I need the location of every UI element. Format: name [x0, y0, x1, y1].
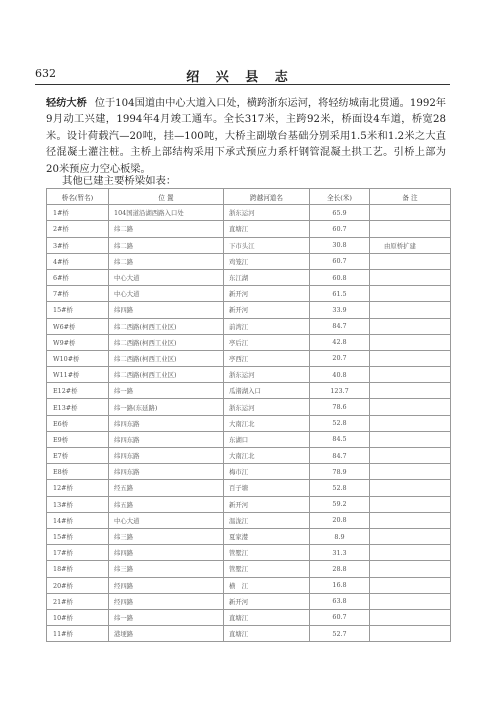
cell-bridge-name: 15#桥 [47, 302, 109, 318]
cell-note [370, 286, 451, 302]
cell-river: 大南江北 [224, 415, 310, 431]
cell-length: 63.8 [310, 593, 370, 609]
cell-length: 8.9 [310, 528, 370, 544]
table-row [47, 383, 451, 399]
cell-length: 30.8 [310, 237, 370, 253]
cell-location: 纬二西路(柯西工业区) [109, 334, 224, 350]
cell-location: 104国道沿湖西路入口处 [109, 205, 224, 221]
running-title: 绍 兴 县 志 [186, 70, 294, 85]
cell-bridge-name: E13#桥 [47, 399, 109, 415]
table-body [47, 205, 451, 642]
cell-river: 直塘江 [224, 221, 310, 237]
cell-note [370, 383, 451, 399]
cell-location: 纬二西路(柯西工业区) [109, 367, 224, 383]
table-row [47, 415, 451, 431]
cell-bridge-name: 12#桥 [47, 480, 109, 496]
cell-bridge-name: W6#桥 [47, 318, 109, 334]
header-note: 备 注 [370, 189, 451, 205]
cell-river: 百子塘 [224, 480, 310, 496]
cell-river: 新开河 [224, 593, 310, 609]
cell-bridge-name: 15#桥 [47, 528, 109, 544]
table-row [47, 318, 451, 334]
table-row [47, 205, 451, 221]
cell-river: 管墅江 [224, 545, 310, 561]
cell-note [370, 367, 451, 383]
cell-river: 瓜渚湖入口 [224, 383, 310, 399]
cell-note [370, 512, 451, 528]
cell-note [370, 221, 451, 237]
cell-note [370, 415, 451, 431]
cell-bridge-name: 13#桥 [47, 496, 109, 512]
cell-river: 新开河 [224, 286, 310, 302]
cell-length: 33.9 [310, 302, 370, 318]
page-number: 632 [35, 67, 56, 80]
cell-river: 下市头江 [224, 237, 310, 253]
body-paragraph [46, 95, 446, 178]
cell-location: 经四路 [109, 593, 224, 609]
cell-length: 61.5 [310, 286, 370, 302]
table-row [47, 528, 451, 544]
paragraph-lead: 轻纺大桥 [46, 97, 87, 109]
cell-bridge-name: 7#桥 [47, 286, 109, 302]
cell-location: 纬四东路 [109, 415, 224, 431]
cell-location: 纬四东路 [109, 464, 224, 480]
cell-river: 浙东运河 [224, 399, 310, 415]
cell-location: 纬五路 [109, 496, 224, 512]
table-row [47, 593, 451, 609]
cell-note: 由原桥扩建 [370, 237, 451, 253]
cell-note [370, 302, 451, 318]
cell-length: 65.9 [310, 205, 370, 221]
cell-bridge-name: E7桥 [47, 448, 109, 464]
table-row [47, 237, 451, 253]
cell-bridge-name: 3#桥 [47, 237, 109, 253]
table-row [47, 561, 451, 577]
header-bridge-name: 桥名(暂名) [47, 189, 109, 205]
cell-river: 亭西江 [224, 350, 310, 366]
cell-note [370, 561, 451, 577]
cell-river: 新开河 [224, 496, 310, 512]
header-location: 位 置 [109, 189, 224, 205]
bridge-table [46, 188, 451, 642]
cell-length: 123.7 [310, 383, 370, 399]
cell-river: 亭后江 [224, 334, 310, 350]
cell-note [370, 318, 451, 334]
header-river: 跨越河道名 [224, 189, 310, 205]
cell-note [370, 350, 451, 366]
cell-length: 28.8 [310, 561, 370, 577]
cell-length: 60.7 [310, 253, 370, 269]
cell-river: 温泷江 [224, 512, 310, 528]
table-header-row [47, 189, 451, 205]
table-row [47, 577, 451, 593]
cell-length: 31.3 [310, 545, 370, 561]
cell-river: 新开河 [224, 302, 310, 318]
cell-location: 经五路 [109, 480, 224, 496]
cell-river: 浙东运河 [224, 205, 310, 221]
cell-note [370, 577, 451, 593]
cell-note [370, 593, 451, 609]
table-row [47, 269, 451, 285]
cell-bridge-name: E9桥 [47, 431, 109, 447]
cell-location: 纬三路 [109, 528, 224, 544]
cell-bridge-name: 14#桥 [47, 512, 109, 528]
cell-location: 纬一路 [109, 609, 224, 625]
cell-location: 纬四东路 [109, 431, 224, 447]
cell-location: 纬四路 [109, 302, 224, 318]
cell-note [370, 431, 451, 447]
cell-bridge-name: W11#桥 [47, 367, 109, 383]
cell-bridge-name: 6#桥 [47, 269, 109, 285]
table-row [47, 480, 451, 496]
cell-location: 纬一路 [109, 383, 224, 399]
table-row [47, 334, 451, 350]
cell-length: 20.8 [310, 512, 370, 528]
cell-length: 59.2 [310, 496, 370, 512]
cell-river: 直塘江 [224, 609, 310, 625]
table-row [47, 221, 451, 237]
cell-river: 大南江北 [224, 448, 310, 464]
cell-note [370, 253, 451, 269]
cell-note [370, 528, 451, 544]
table-row [47, 367, 451, 383]
cell-river: 东江湖 [224, 269, 310, 285]
cell-length: 78.9 [310, 464, 370, 480]
cell-length: 20.7 [310, 350, 370, 366]
header-length: 全长(米) [310, 189, 370, 205]
cell-location: 纬一路(东延路) [109, 399, 224, 415]
cell-location: 纬二路 [109, 237, 224, 253]
cell-note [370, 448, 451, 464]
table-row [47, 464, 451, 480]
paragraph-text: 位于104国道由中心大道入口处，横跨浙东运河，将轻纺城南北贯通。1992年9月动工兴建，1994年4月竣工通车。全长317米，主跨92米，桥面设4车道，桥宽28米。设计荷载汽—20吨，挂—100吨，大桥主副墩台基础分别采用1.5米和1.2米之大直径混凝土灌注桩。主桥上部结构采用下承式预应力系杆钢管混凝土拱工艺。引桥上部为20米预应力空心板梁。 [46, 98, 446, 175]
cell-length: 52.8 [310, 480, 370, 496]
cell-bridge-name: 17#桥 [47, 545, 109, 561]
cell-location: 纬二路 [109, 221, 224, 237]
cell-bridge-name: E8桥 [47, 464, 109, 480]
cell-bridge-name: 21#桥 [47, 593, 109, 609]
cell-location: 纬二路 [109, 253, 224, 269]
cell-note [370, 269, 451, 285]
cell-river: 前湾江 [224, 318, 310, 334]
cell-length: 60.8 [310, 269, 370, 285]
cell-bridge-name: 11#桥 [47, 626, 109, 642]
cell-note [370, 334, 451, 350]
cell-river: 横 江 [224, 577, 310, 593]
cell-location: 中心大道 [109, 512, 224, 528]
table-row [47, 626, 451, 642]
cell-bridge-name: W9#桥 [47, 334, 109, 350]
table-row [47, 431, 451, 447]
cell-location: 港埂路 [109, 626, 224, 642]
header-rule [35, 84, 450, 85]
cell-note [370, 609, 451, 625]
cell-note [370, 480, 451, 496]
table-row [47, 545, 451, 561]
cell-note [370, 399, 451, 415]
cell-length: 16.8 [310, 577, 370, 593]
cell-river: 夏家漤 [224, 528, 310, 544]
table-row [47, 286, 451, 302]
cell-location: 纬三路 [109, 561, 224, 577]
cell-note [370, 464, 451, 480]
cell-bridge-name: W10#桥 [47, 350, 109, 366]
cell-length: 60.7 [310, 609, 370, 625]
cell-length: 84.7 [310, 448, 370, 464]
cell-location: 纬二西路(柯西工业区) [109, 318, 224, 334]
cell-note [370, 545, 451, 561]
cell-length: 52.7 [310, 626, 370, 642]
cell-river: 直塘江 [224, 626, 310, 642]
cell-note [370, 205, 451, 221]
cell-river: 管墅江 [224, 561, 310, 577]
cell-river: 东湖口 [224, 431, 310, 447]
cell-note [370, 496, 451, 512]
cell-length: 42.8 [310, 334, 370, 350]
cell-length: 52.8 [310, 415, 370, 431]
table-row [47, 399, 451, 415]
cell-location: 中心大道 [109, 269, 224, 285]
cell-length: 60.7 [310, 221, 370, 237]
cell-location: 纬二西路(柯西工业区) [109, 350, 224, 366]
table-row [47, 350, 451, 366]
table-row [47, 496, 451, 512]
cell-length: 84.5 [310, 431, 370, 447]
cell-bridge-name: 2#桥 [47, 221, 109, 237]
cell-length: 40.8 [310, 367, 370, 383]
table-row [47, 609, 451, 625]
cell-location: 纬四路 [109, 545, 224, 561]
cell-bridge-name: 18#桥 [47, 561, 109, 577]
table-row [47, 302, 451, 318]
cell-bridge-name: 20#桥 [47, 577, 109, 593]
cell-note [370, 626, 451, 642]
cell-location: 纬四东路 [109, 448, 224, 464]
table-row [47, 253, 451, 269]
table-row [47, 512, 451, 528]
cell-river: 梅市江 [224, 464, 310, 480]
cell-river: 鸡笼江 [224, 253, 310, 269]
cell-location: 中心大道 [109, 286, 224, 302]
cell-length: 78.6 [310, 399, 370, 415]
cell-bridge-name: 4#桥 [47, 253, 109, 269]
table-row [47, 448, 451, 464]
cell-length: 84.7 [310, 318, 370, 334]
cell-bridge-name: E6桥 [47, 415, 109, 431]
cell-river: 浙东运河 [224, 367, 310, 383]
table-intro: 其他已建主要桥梁如表： [62, 175, 177, 187]
cell-bridge-name: 1#桥 [47, 205, 109, 221]
cell-bridge-name: E12#桥 [47, 383, 109, 399]
cell-bridge-name: 10#桥 [47, 609, 109, 625]
cell-location: 经四路 [109, 577, 224, 593]
